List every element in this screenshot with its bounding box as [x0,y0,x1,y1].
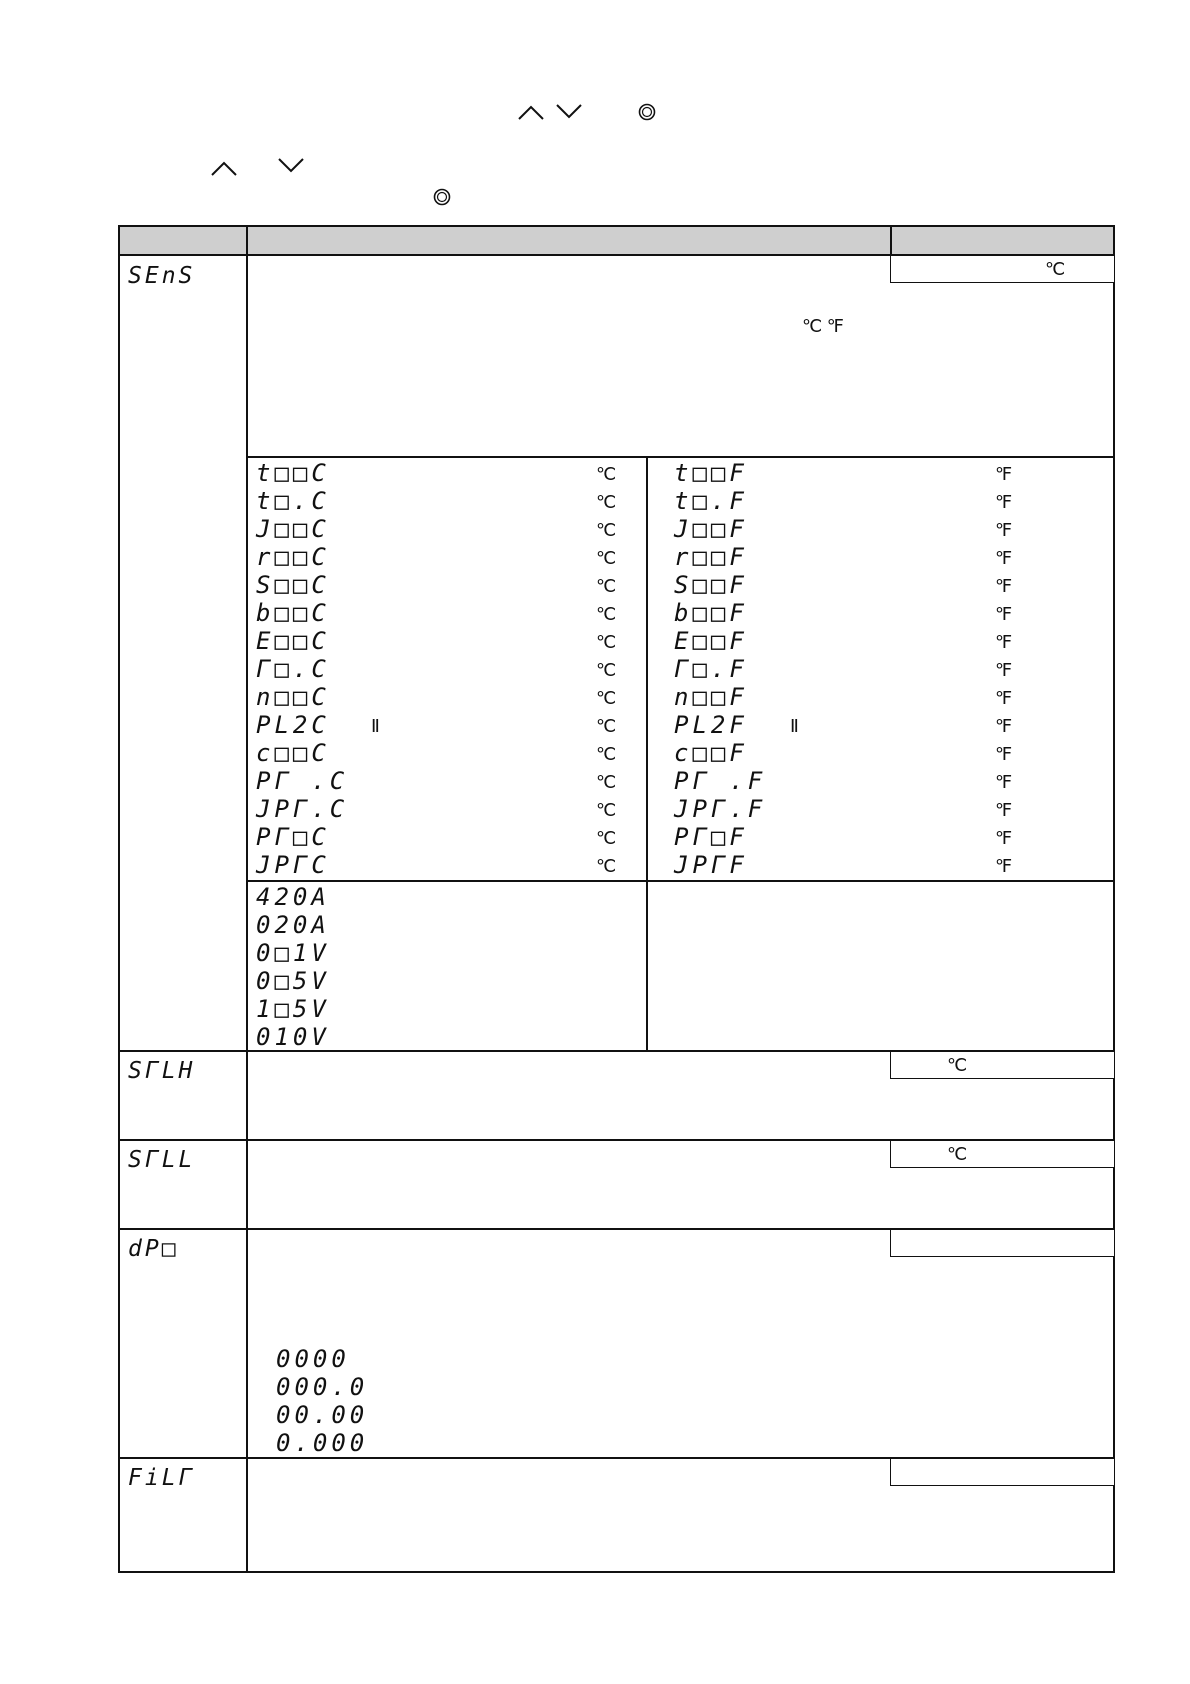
default-box-srlh [890,1051,1115,1079]
unit-fahrenheit: ℉ [995,688,1013,708]
table-border-bottom [118,1571,1115,1573]
table-border-right [1113,225,1115,1573]
unit-fahrenheit: ℉ [995,772,1013,792]
unit-celsius: ℃ [596,548,617,568]
column-divider-2 [890,225,892,255]
default-unit-srll: ℃ [947,1144,968,1164]
analog-code: 020A [256,911,330,939]
default-unit-sens: ℃ [1045,259,1066,279]
table-border-left [118,225,120,1573]
param-code-srlh: SΓLH [128,1058,196,1084]
tc-code-c: r□□C [256,543,330,571]
unit-fahrenheit: ℉ [995,744,1013,764]
tc-code-f: PΓ□F [674,823,748,851]
unit-celsius: ℃ [596,800,617,820]
tc-code-f: JPΓ.F [674,795,767,823]
unit-fahrenheit: ℉ [995,828,1013,848]
down-chevron-icon [554,102,584,122]
unit-celsius: ℃ [596,660,617,680]
tc-code-c: PL2C [256,711,330,739]
unit-celsius: ℃ [596,716,617,736]
param-code-dp: dP□ [128,1236,179,1262]
tc-code-f: r□□F [674,543,748,571]
unit-fahrenheit: ℉ [995,492,1013,512]
tc-code-c: PΓ .C [256,767,349,795]
table-header [118,225,1115,255]
unit-fahrenheit: ℉ [995,632,1013,652]
tc-code-f: S□□F [674,571,748,599]
default-box-dp [890,1229,1115,1257]
unit-celsius: ℃ [596,492,617,512]
tc-code-f: b□□F [674,599,748,627]
tc-code-c: n□□C [256,683,330,711]
tc-code-c: Γ□.C [256,655,330,683]
tc-code-c: b□□C [256,599,330,627]
unit-celsius: ℃ [596,828,617,848]
unit-celsius: ℃ [596,632,617,652]
unit-celsius: ℃ [596,688,617,708]
default-box-filt [890,1458,1115,1486]
unit-options-text: ℃ ℉ [802,316,844,336]
decimal-format: 0.000 [276,1429,369,1457]
analog-code: 0□5V [256,967,330,995]
column-divider-1 [246,225,248,1573]
cycle-icon [432,187,452,207]
unit-fahrenheit: ℉ [995,464,1013,484]
tc-code-c: t□.C [256,487,330,515]
decimal-format: 000.0 [276,1373,369,1401]
roman-numeral-f: Ⅱ [790,716,799,736]
tc-code-f: PΓ .F [674,767,767,795]
sens-subtable-top [246,456,1115,458]
analog-code: 420A [256,883,330,911]
tc-code-c: J□□C [256,515,330,543]
unit-celsius: ℃ [596,576,617,596]
tc-code-c: JPΓC [256,851,330,879]
parameter-table [118,225,1115,1573]
tc-code-f: t□.F [674,487,748,515]
tc-code-f: Γ□.F [674,655,748,683]
param-code-sens: SEnS [128,263,196,289]
tc-code-f: E□□F [674,627,748,655]
tc-code-f: PL2F [674,711,748,739]
down-chevron-icon [276,156,306,176]
tc-code-c: S□□C [256,571,330,599]
unit-celsius: ℃ [596,856,617,876]
unit-celsius: ℃ [596,772,617,792]
default-unit-srlh: ℃ [947,1055,968,1075]
tc-code-c: E□□C [256,627,330,655]
unit-fahrenheit: ℉ [995,576,1013,596]
unit-fahrenheit: ℉ [995,660,1013,680]
param-code-filt: FiLΓ [128,1465,196,1491]
analog-code: 0□1V [256,939,330,967]
sens-subtable-mid [246,880,1115,882]
tc-code-f: c□□F [674,739,748,767]
roman-numeral-c: Ⅱ [371,716,380,736]
decimal-format: 00.00 [276,1401,369,1429]
tc-code-f: JPΓF [674,851,748,879]
unit-fahrenheit: ℉ [995,548,1013,568]
table-border-top [118,225,1115,227]
default-box-srll [890,1140,1115,1168]
tc-code-c: JPΓ.C [256,795,349,823]
param-code-srll: SΓLL [128,1147,196,1173]
tc-code-f: J□□F [674,515,748,543]
cycle-icon [637,102,657,122]
up-chevron-icon [516,102,546,122]
analog-code: 1□5V [256,995,330,1023]
tc-code-f: t□□F [674,459,748,487]
unit-fahrenheit: ℉ [995,856,1013,876]
tc-code-c: PΓ□C [256,823,330,851]
unit-celsius: ℃ [596,520,617,540]
unit-celsius: ℃ [596,604,617,624]
unit-fahrenheit: ℉ [995,716,1013,736]
up-chevron-icon [209,158,239,178]
unit-fahrenheit: ℉ [995,604,1013,624]
sens-subtable-divider [646,456,648,1051]
tc-code-c: c□□C [256,739,330,767]
decimal-format: 0000 [276,1345,350,1373]
unit-celsius: ℃ [596,464,617,484]
unit-celsius: ℃ [596,744,617,764]
unit-fahrenheit: ℉ [995,800,1013,820]
tc-code-c: t□□C [256,459,330,487]
tc-code-f: n□□F [674,683,748,711]
unit-fahrenheit: ℉ [995,520,1013,540]
analog-code: 010V [256,1023,330,1051]
default-box-sens [890,255,1115,283]
